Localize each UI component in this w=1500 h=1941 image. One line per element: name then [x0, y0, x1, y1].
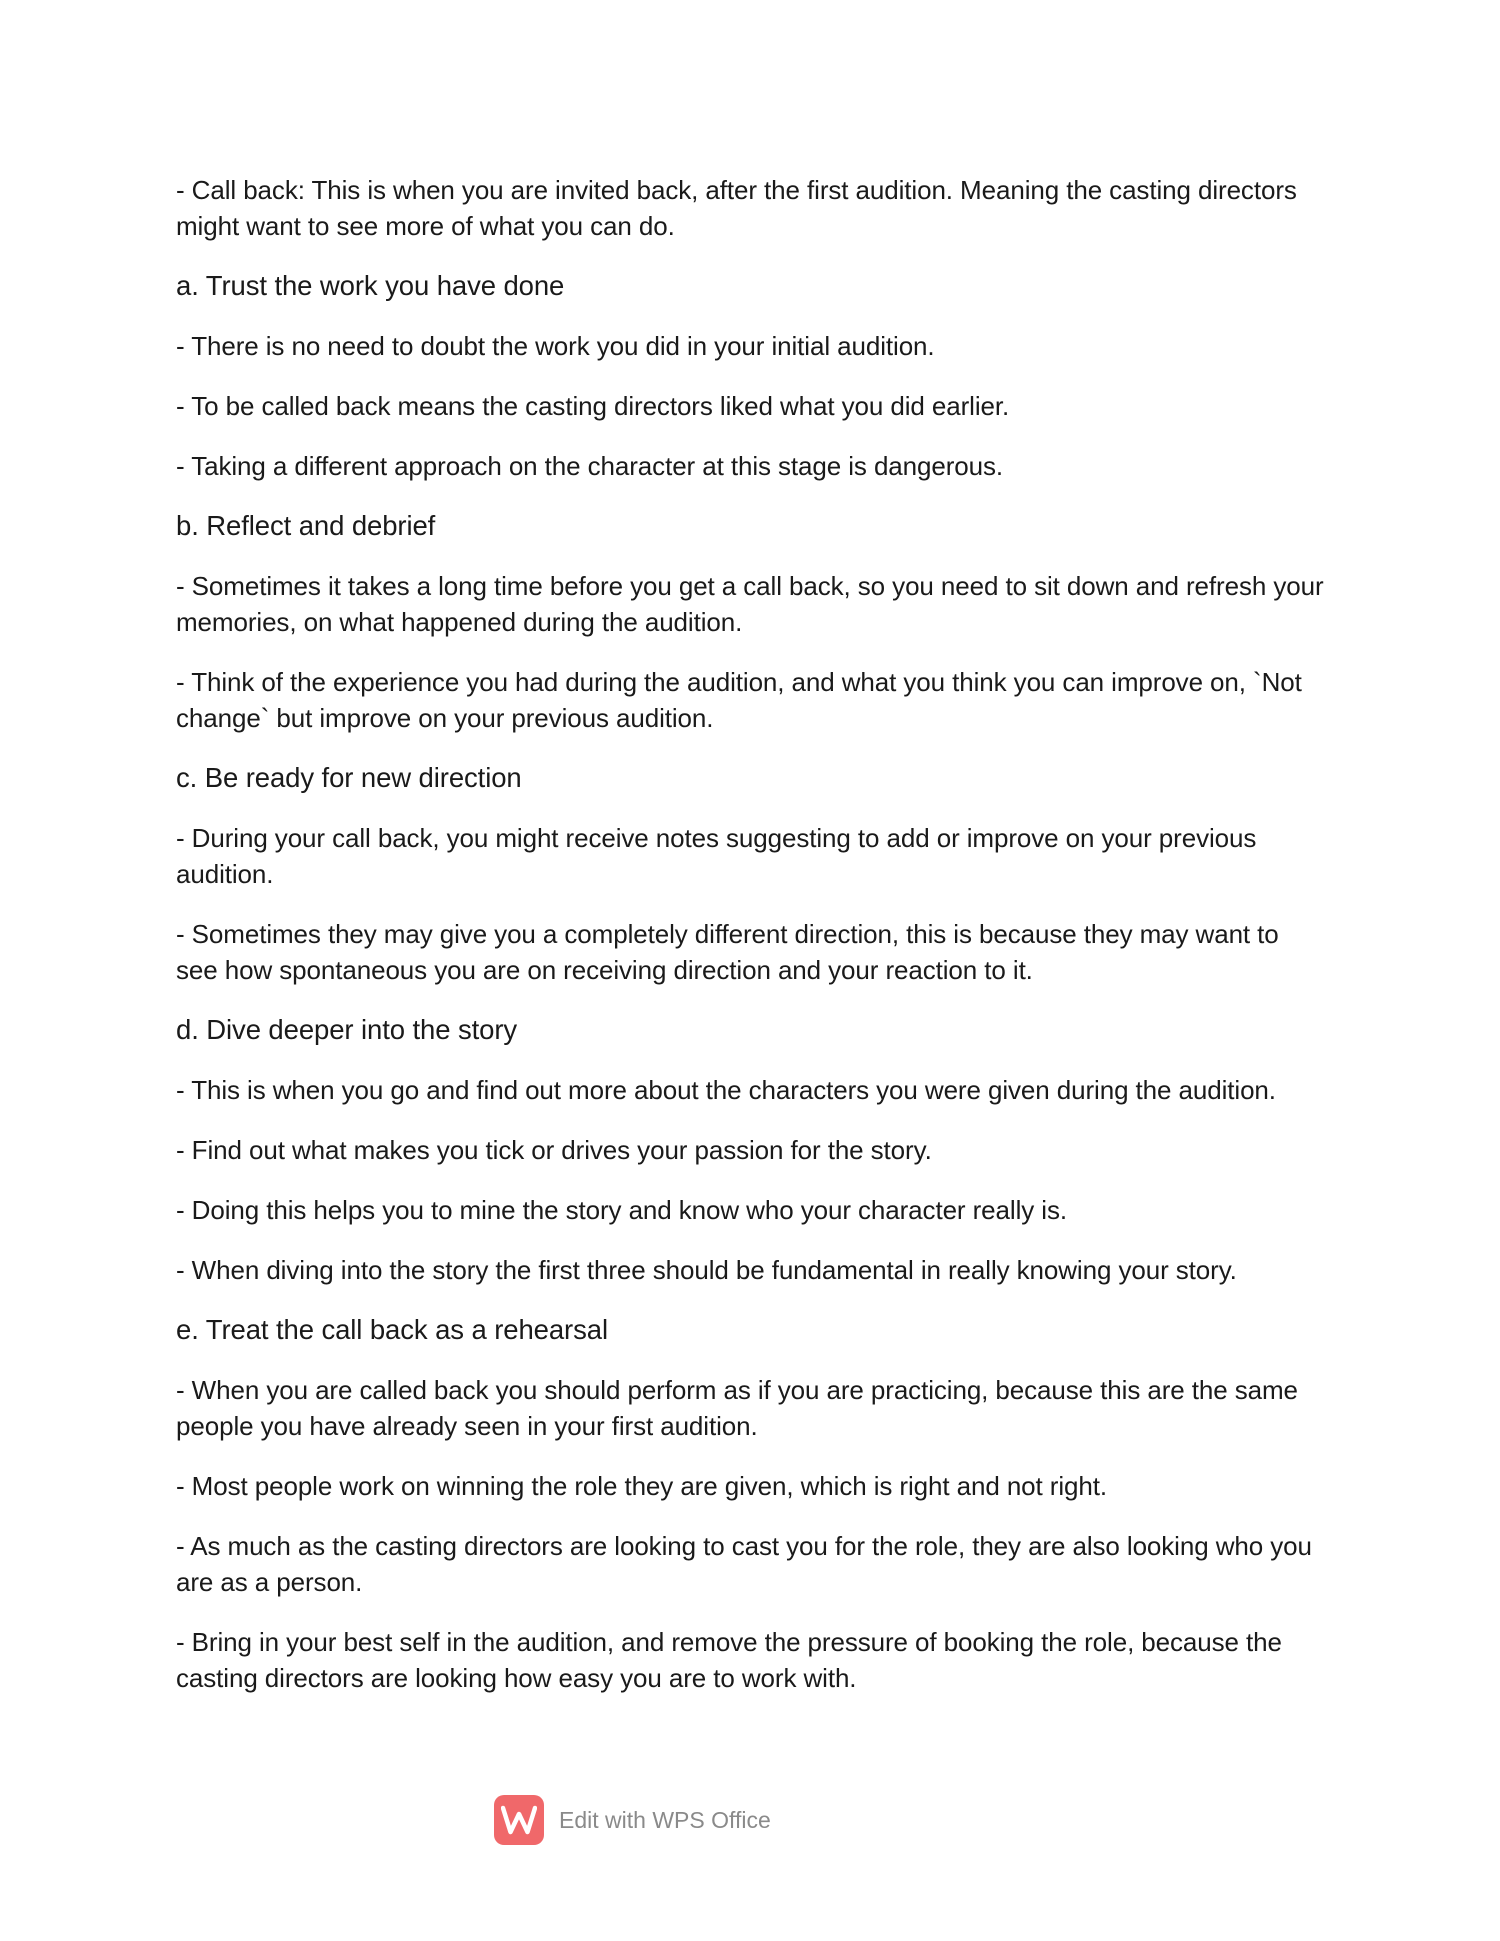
paragraph: - Think of the experience you had during the audition, and what you think you can improve on, `Not change` but improve on your previous audition. — [176, 667, 1302, 733]
paragraph: - When you are called back you should perform as if you are practicing, because this are the same people you have already seen in your first audition. — [176, 1375, 1298, 1441]
wps-edit-label: Edit with WPS Office — [559, 1806, 771, 1833]
paragraph: - Most people work on winning the role they are given, which is right and not right. — [176, 1471, 1107, 1501]
paragraph: - To be called back means the casting directors liked what you did earlier. — [176, 391, 1010, 421]
section-heading: c. Be ready for new direction — [176, 762, 522, 793]
paragraph: - Find out what makes you tick or drives your passion for the story. — [176, 1135, 932, 1165]
paragraph: - As much as the casting directors are looking to cast you for the role, they are also looking who you are as a person. — [176, 1531, 1312, 1597]
paragraph: - This is when you go and find out more about the characters you were given during the audition. — [176, 1075, 1276, 1105]
section-heading: a. Trust the work you have done — [176, 270, 565, 301]
paragraph: - Sometimes it takes a long time before you get a call back, so you need to sit down and refresh your memories, on what happened during the audition. — [176, 571, 1324, 637]
paragraph: - Taking a different approach on the character at this stage is dangerous. — [176, 451, 1004, 481]
wps-edit-link[interactable] — [494, 1794, 771, 1846]
paragraph: - There is no need to doubt the work you did in your initial audition. — [176, 331, 935, 361]
paragraph: - Doing this helps you to mine the story and know who your character really is. — [176, 1195, 1067, 1225]
section-heading: b. Reflect and debrief — [176, 510, 436, 541]
wps-logo-icon — [494, 1795, 544, 1845]
paragraph: - During your call back, you might receive notes suggesting to add or improve on your previous audition. — [176, 823, 1257, 889]
paragraph: - Call back: This is when you are invited back, after the first audition. Meaning the casting directors might want to see more of what you can do. — [176, 175, 1297, 241]
document-body — [176, 172, 1326, 1720]
wps-w-glyph-icon — [501, 1805, 537, 1835]
paragraph: - Bring in your best self in the audition, and remove the pressure of booking the role, because the casting directors are looking how easy you are to work with. — [176, 1627, 1282, 1693]
paragraph: - When diving into the story the first three should be fundamental in really knowing your story. — [176, 1255, 1237, 1285]
section-heading: d. Dive deeper into the story — [176, 1014, 518, 1045]
section-heading: e. Treat the call back as a rehearsal — [176, 1314, 608, 1345]
paragraph: - Sometimes they may give you a completely different direction, this is because they may want to see how spontaneous you are on receiving direction and your reaction to it. — [176, 919, 1279, 985]
